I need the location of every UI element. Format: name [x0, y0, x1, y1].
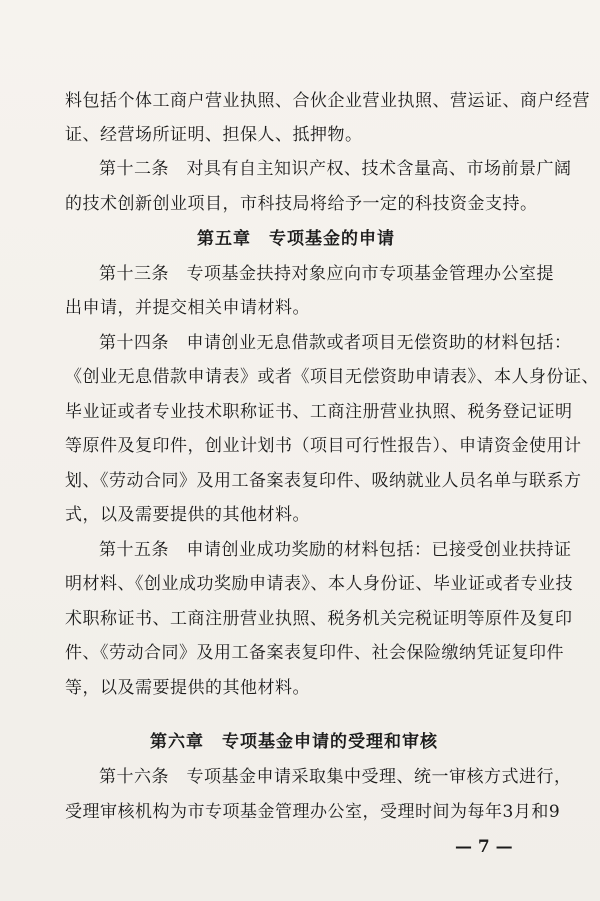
text-line: 受理审核机构为市专项基金管理办公室，受理时间为每年3月和9 — [65, 802, 561, 822]
text-line: 料包括个体工商户营业执照、合伙企业营业执照、营运证、商户经营 — [65, 91, 590, 111]
text-line: 术职称证书、工商注册营业执照、税务机关完税证明等原件及复印 — [65, 609, 573, 629]
text-line: 第十六条 专项基金申请采取集中受理、统一审核方式进行， — [99, 767, 572, 787]
text-line: 出申请，并提交相关申请材料。 — [65, 298, 310, 318]
text-line: 第十三条 专项基金扶持对象应向市专项基金管理办公室提 — [99, 264, 554, 284]
text-line: 件、《劳动合同》及用工备案表复印件、社会保险缴纳凭证复印件 — [65, 643, 564, 663]
text-line: 式，以及需要提供的其他材料。 — [65, 505, 310, 525]
text-line: 等，以及需要提供的其他材料。 — [65, 678, 310, 698]
page-number: — 7 — — [455, 837, 513, 857]
chapter-heading: 第五章 专项基金的申请 — [197, 229, 395, 249]
text-line: 第十四条 申请创业无息借款或者项目无偿资助的材料包括： — [99, 333, 572, 353]
text-line: 明材料、《创业成功奖励申请表》、本人身份证、毕业证或者专业技 — [65, 574, 573, 594]
text-line: 的技术创新创业项目，市科技局将给予一定的科技资金支持。 — [65, 194, 538, 214]
text-line: 毕业证或者专业技术职称证书、工商注册营业执照、税务登记证明 — [65, 402, 573, 422]
text-line: 第十二条 对具有自主知识产权、技术含量高、市场前景广阔 — [99, 159, 572, 179]
chapter-heading: 第六章 专项基金申请的受理和审核 — [150, 732, 438, 752]
text-line: 划、《劳动合同》及用工备案表复印件、吸纳就业人员名单与联系方 — [65, 471, 582, 491]
text-line: 《创业无息借款申请表》或者《项目无偿资助申请表》、本人身份证、 — [65, 367, 599, 387]
text-line: 证、经营场所证明、担保人、抵押物。 — [65, 125, 363, 145]
text-line: 等原件及复印件，创业计划书（项目可行性报告）、申请资金使用计 — [65, 436, 582, 456]
text-line: 第十五条 申请创业成功奖励的材料包括：已接受创业扶持证 — [99, 540, 572, 560]
